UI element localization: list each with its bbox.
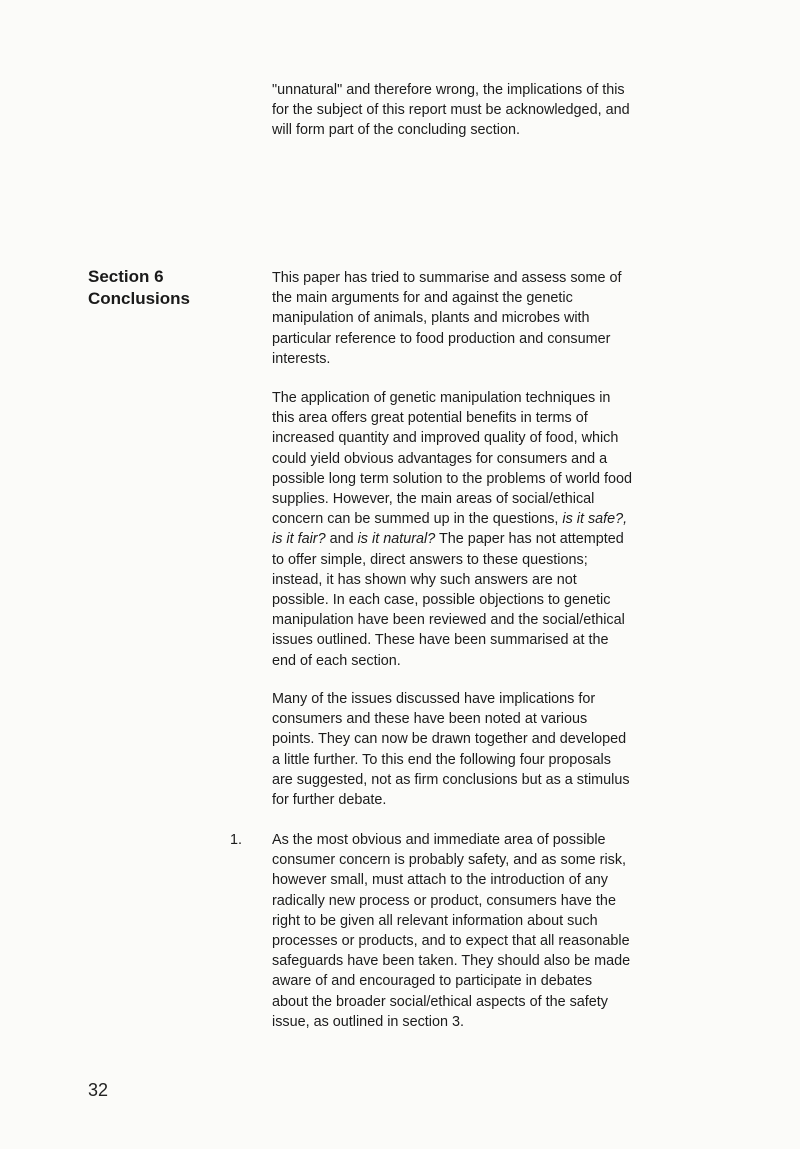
proposal-1-number: 1.: [230, 832, 243, 848]
section-number: Section 6: [88, 267, 164, 286]
intro-paragraph: [272, 80, 632, 141]
paragraph-3-text: Many of the issues discussed have implications for consumers and these have been noted at various points. They can now be drawn together and developed a little further. To this end the following four proposals are suggested, not as firm conclusions but as a stimulus for further debate.: [272, 691, 630, 809]
proposal-1: [272, 830, 632, 1032]
page-number: 32: [88, 1080, 109, 1100]
paragraph-3: [272, 689, 632, 810]
paragraph-2-part1: The application of genetic manipulation techniques in this area offers great potential benefits in terms of increased quantity and improved quality of food, which could yield obvious advantages for consumers and a possible long term solution to the problems of world food supplies. However, the main areas of social/ethical concern can be summed up in the questions,: [272, 390, 632, 528]
intro-text: "unnatural" and therefore wrong, the implications of this for the subject of this report must be acknowledged, and will form part of the concluding section.: [272, 82, 630, 139]
section-title: Conclusions: [88, 289, 191, 308]
paragraph-1-text: This paper has tried to summarise and assess some of the main arguments for and against the genetic manipulation of animals, plants and microbes with particular reference to food production and consumer interests.: [272, 270, 622, 367]
proposal-1-text: As the most obvious and immediate area of possible consumer concern is probably safety, and as some risk, however small, must attach to the introduction of any radically new process or product, consumers have the right to be given all relevant information about such processes or products, and to expect that all reasonable safeguards have been taken. They should also be made aware of and encouraged to participate in debates about the broader social/ethical aspects of the safety issue, as outlined in section 3.: [272, 832, 631, 1030]
section-heading: [88, 266, 190, 310]
paragraph-2-part2: The paper has not attempted to offer simple, direct answers to these questions; instead, it has shown why such answers are not possible. In each case, possible objections to genetic manipulation have been reviewed and the social/ethical issues outlined. These have been summarised at the end of each section.: [272, 531, 625, 669]
paragraph-2: [272, 388, 632, 671]
paragraph-2-text: [272, 388, 632, 671]
question-safe-fair: is it safe?, is it fair?: [272, 511, 628, 548]
paragraph-2-and: and: [325, 531, 358, 548]
question-natural: is it natural?: [357, 531, 436, 548]
paragraph-1: [272, 268, 632, 369]
